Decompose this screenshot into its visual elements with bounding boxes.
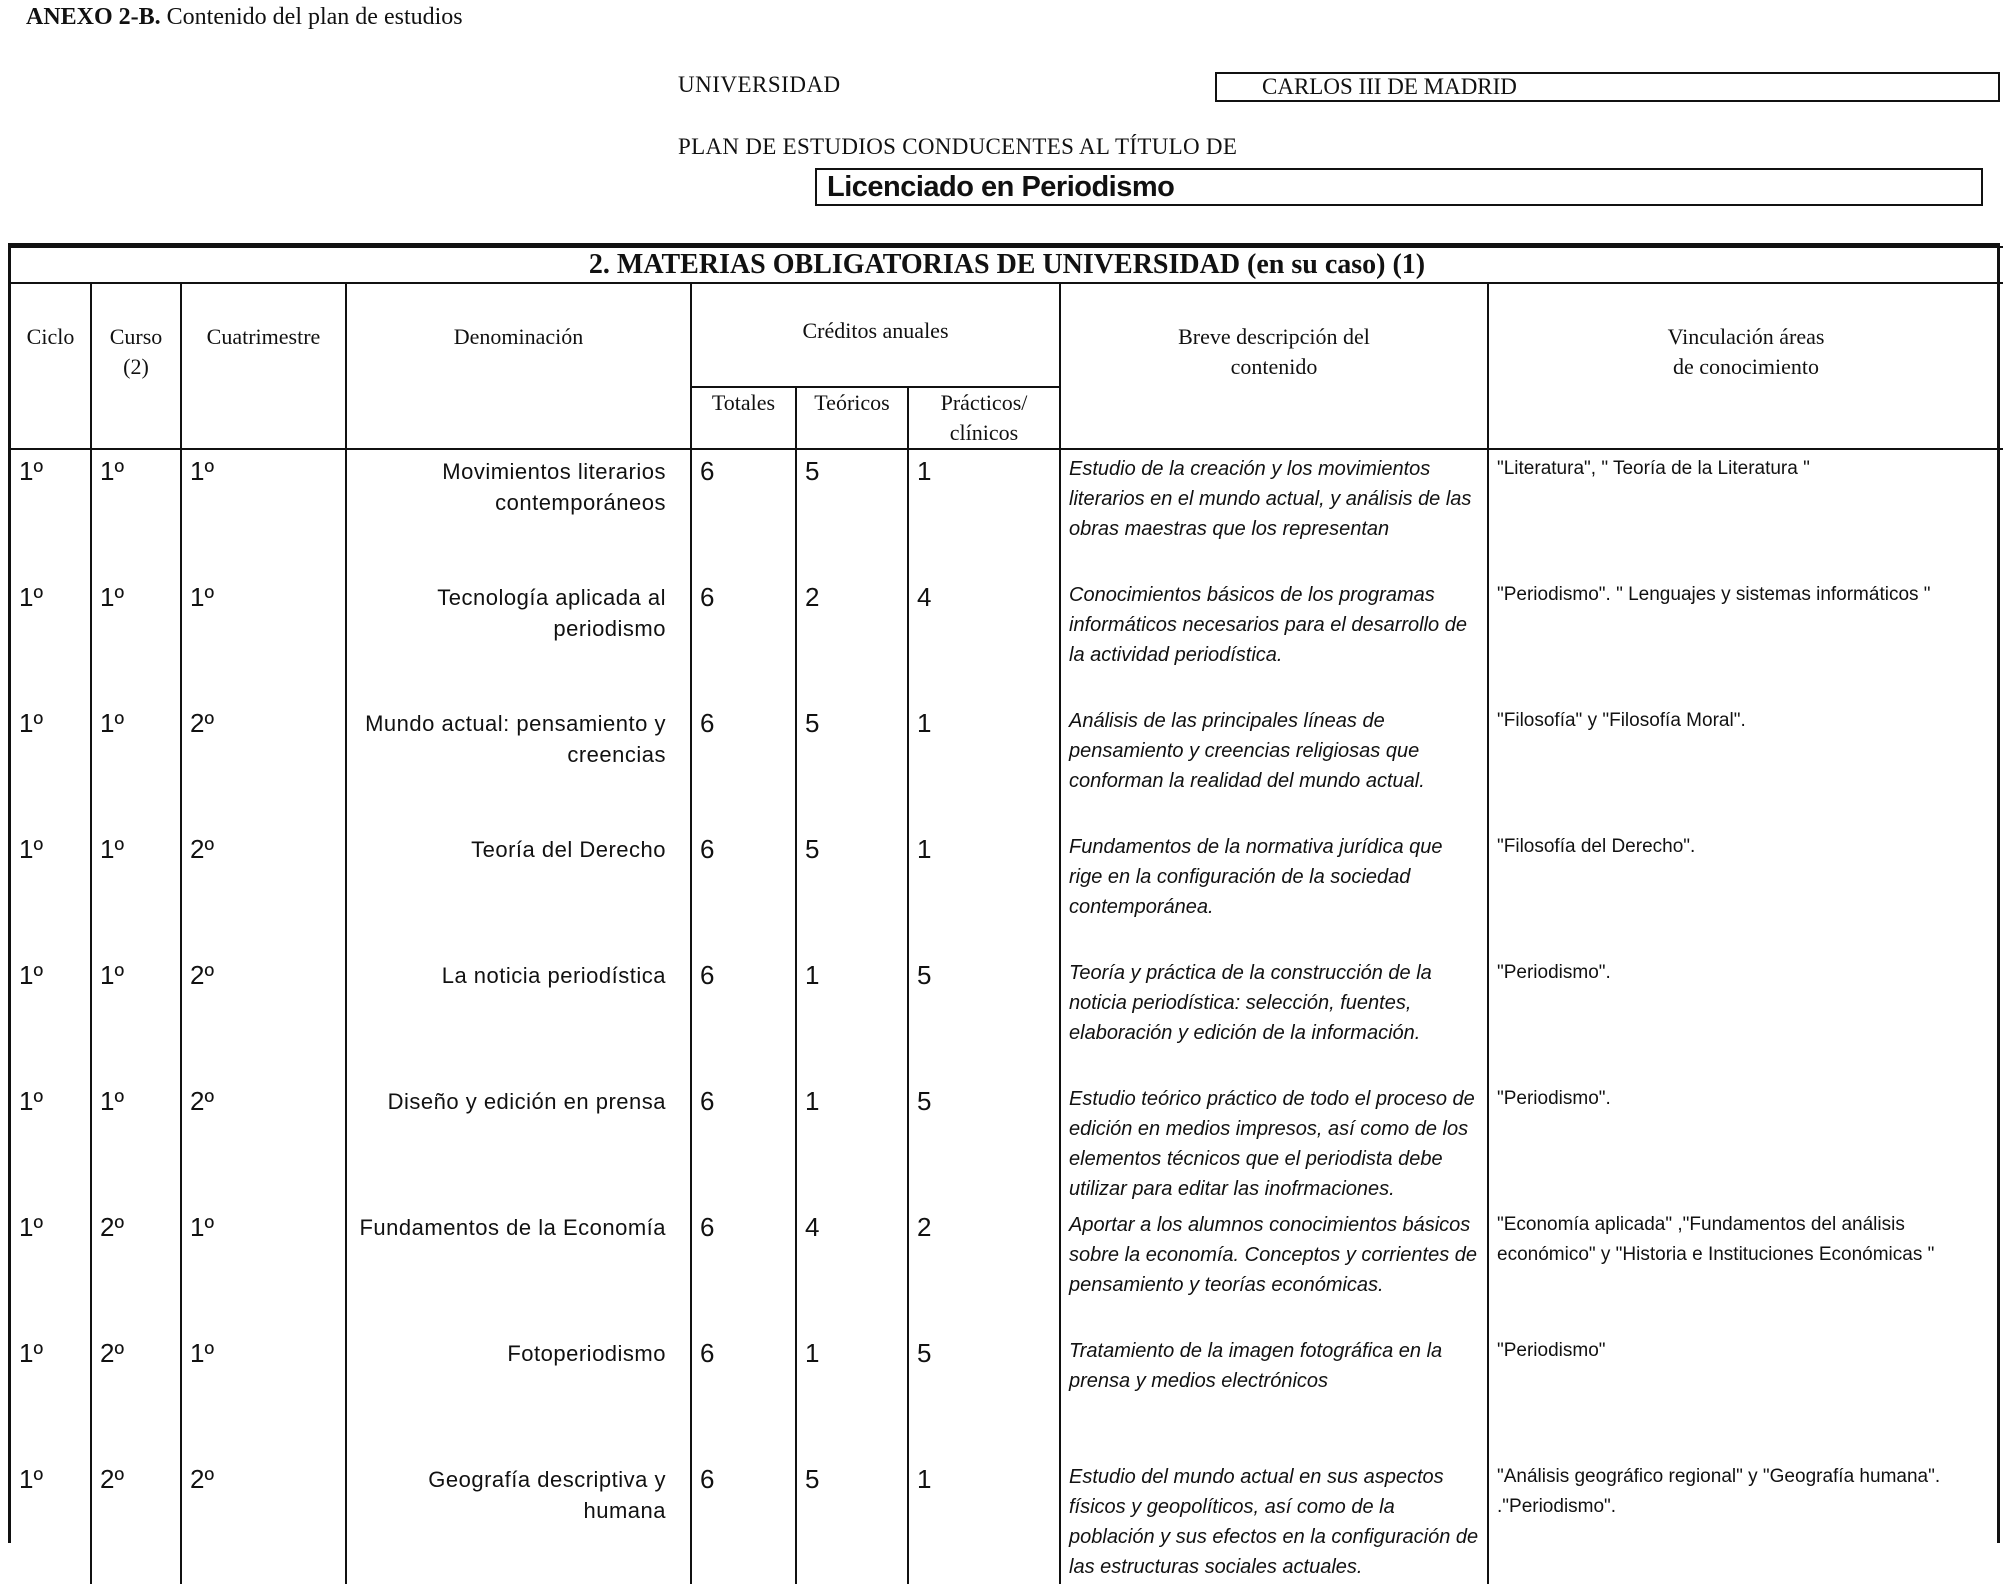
vinculacion-cell: "Filosofía" y "Filosofía Moral". — [1497, 710, 1746, 731]
teoricos-cell: 2 — [796, 576, 908, 702]
ciclo-cell: 1º — [11, 449, 91, 576]
header-teoricos: Teóricos — [796, 387, 908, 449]
teoricos-cell: 5 — [796, 702, 908, 828]
cuatrimestre-cell: 1º — [181, 449, 346, 576]
totales-cell: 6 — [691, 1206, 796, 1332]
practicos-cell: 5 — [908, 954, 1060, 1080]
practicos-cell: 1 — [908, 828, 1060, 954]
practicos-cell: 4 — [908, 576, 1060, 702]
table-row — [11, 702, 2003, 828]
table-row — [11, 954, 2003, 1080]
vinculacion-cell: "Periodismo" — [1497, 1340, 1606, 1361]
curso-cell: 2º — [91, 1206, 181, 1332]
header-curso-label: Curso — [109, 324, 163, 349]
teoricos-cell: 5 — [796, 1458, 908, 1584]
header-curso-note: (2) — [123, 354, 149, 379]
descripcion-cell: Estudio teórico práctico de todo el proceso de edición en medios impresos, así como de los elementos técnicos que el periodista debe utilizar para editar las inofrmaciones. — [1060, 1080, 1488, 1206]
header-ciclo: Ciclo — [11, 283, 91, 449]
totales-cell: 6 — [691, 576, 796, 702]
totales-cell: 6 — [691, 1458, 796, 1584]
totales-cell: 6 — [691, 449, 796, 576]
practicos-cell: 5 — [908, 1332, 1060, 1458]
vinculacion-cell: "Periodismo". — [1497, 1088, 1611, 1109]
header-descripcion — [1060, 283, 1488, 449]
curso-cell: 2º — [91, 1332, 181, 1458]
vinculacion-cell: "Periodismo". " Lenguajes y sistemas informáticos " — [1497, 584, 1931, 605]
annex-heading — [26, 4, 463, 31]
practicos-cell: 1 — [908, 1458, 1060, 1584]
totales-cell: 6 — [691, 702, 796, 828]
denominacion-cell: Teoría del Derecho — [346, 828, 691, 954]
curso-cell: 1º — [91, 449, 181, 576]
subjects-table — [8, 243, 2000, 1578]
plan-label: PLAN DE ESTUDIOS CONDUCENTES AL TÍTULO DE — [678, 134, 1238, 159]
ciclo-cell: 1º — [11, 1206, 91, 1332]
table-row — [11, 828, 2003, 954]
cuatrimestre-cell: 2º — [181, 954, 346, 1080]
ciclo-cell: 1º — [11, 1080, 91, 1206]
practicos-cell: 5 — [908, 1080, 1060, 1206]
denominacion-cell: Fotoperiodismo — [346, 1332, 691, 1458]
ciclo-cell: 1º — [11, 702, 91, 828]
denominacion-cell: Movimientos literarios contemporáneos — [346, 449, 691, 576]
practicos-cell: 1 — [908, 449, 1060, 576]
header-totales: Totales — [691, 387, 796, 449]
cuatrimestre-cell: 2º — [181, 1080, 346, 1206]
table-row — [11, 1080, 2003, 1206]
cuatrimestre-cell: 1º — [181, 1332, 346, 1458]
ciclo-cell: 1º — [11, 576, 91, 702]
header-vinculacion — [1488, 283, 2003, 449]
header-curso — [91, 283, 181, 449]
header-practicos-line2: clínicos — [949, 420, 1019, 445]
annex-text: Contenido del plan de estudios — [160, 4, 463, 30]
header-cuatrimestre: Cuatrimestre — [181, 283, 346, 449]
header-denominacion: Denominación — [346, 283, 691, 449]
totales-cell: 6 — [691, 828, 796, 954]
table-row — [11, 1458, 2003, 1584]
teoricos-cell: 5 — [796, 449, 908, 576]
denominacion-cell: Mundo actual: pensamiento y creencias — [346, 702, 691, 828]
university-value: CARLOS III DE MADRID — [1215, 72, 2000, 102]
header-practicos-line1: Prácticos/ — [940, 390, 1028, 415]
ciclo-cell: 1º — [11, 954, 91, 1080]
cuatrimestre-cell: 1º — [181, 1206, 346, 1332]
descripcion-cell: Tratamiento de la imagen fotográfica en la prensa y medios electrónicos — [1060, 1332, 1488, 1458]
ciclo-cell: 1º — [11, 1332, 91, 1458]
cuatrimestre-cell: 2º — [181, 828, 346, 954]
vinculacion-cell: "Periodismo". — [1497, 962, 1611, 983]
curso-cell: 2º — [91, 1458, 181, 1584]
header-vinculacion-line1: Vinculación áreas — [1667, 324, 1825, 349]
table-row — [11, 1332, 2003, 1458]
vinculacion-cell: "Literatura", " Teoría de la Literatura " — [1497, 458, 1810, 479]
teoricos-cell: 5 — [796, 828, 908, 954]
teoricos-cell: 1 — [796, 954, 908, 1080]
totales-cell: 6 — [691, 1080, 796, 1206]
denominacion-cell: La noticia periodística — [346, 954, 691, 1080]
vinculacion-cell: "Filosofía del Derecho". — [1497, 836, 1696, 857]
header-vinculacion-line2: de conocimiento — [1673, 354, 1820, 379]
vinculacion-cell: "Economía aplicada" ,"Fundamentos del análisis económico" y "Historia e Instituciones Económicas " — [1497, 1214, 1935, 1265]
curso-cell: 1º — [91, 954, 181, 1080]
totales-cell: 6 — [691, 1332, 796, 1458]
table-row — [11, 1206, 2003, 1332]
denominacion-cell: Diseño y edición en prensa — [346, 1080, 691, 1206]
header-descripcion-line1: Breve descripción del — [1178, 324, 1370, 349]
ciclo-cell: 1º — [11, 1458, 91, 1584]
university-label: UNIVERSIDAD — [678, 72, 841, 97]
practicos-cell: 2 — [908, 1206, 1060, 1332]
descripcion-cell: Análisis de las principales líneas de pensamiento y creencias religiosas que conforman la realidad del mundo actual. — [1060, 702, 1488, 828]
totales-cell: 6 — [691, 954, 796, 1080]
curso-cell: 1º — [91, 1080, 181, 1206]
header-creditos: Créditos anuales — [691, 283, 1060, 387]
degree-title: Licenciado en Periodismo — [815, 168, 1983, 206]
curso-cell: 1º — [91, 828, 181, 954]
table-caption: 2. MATERIAS OBLIGATORIAS DE UNIVERSIDAD (en su caso) (1) — [11, 247, 2003, 283]
cuatrimestre-cell: 2º — [181, 1458, 346, 1584]
practicos-cell: 1 — [908, 702, 1060, 828]
denominacion-cell: Geografía descriptiva y humana — [346, 1458, 691, 1584]
vinculacion-cell: "Análisis geográfico regional" y "Geografía humana". ."Periodismo". — [1497, 1466, 1941, 1517]
denominacion-cell: Fundamentos de la Economía — [346, 1206, 691, 1332]
ciclo-cell: 1º — [11, 828, 91, 954]
annex-label: ANEXO 2-B. — [26, 4, 161, 30]
cuatrimestre-cell: 1º — [181, 576, 346, 702]
table-row — [11, 449, 2003, 576]
teoricos-cell: 1 — [796, 1332, 908, 1458]
denominacion-cell: Tecnología aplicada al periodismo — [346, 576, 691, 702]
descripcion-cell: Conocimientos básicos de los programas informáticos necesarios para el desarrollo de la actividad periodística. — [1060, 576, 1488, 702]
descripcion-cell: Estudio de la creación y los movimientos literarios en el mundo actual, y análisis de las obras maestras que los representan — [1060, 449, 1488, 576]
descripcion-cell: Estudio del mundo actual en sus aspectos físicos y geopolíticos, así como de la población y sus efectos en la configuración de las estructuras sociales actuales. — [1060, 1458, 1488, 1584]
curso-cell: 1º — [91, 702, 181, 828]
curso-cell: 1º — [91, 576, 181, 702]
cuatrimestre-cell: 2º — [181, 702, 346, 828]
descripcion-cell: Teoría y práctica de la construcción de la noticia periodística: selección, fuentes, elaboración y edición de la información. — [1060, 954, 1488, 1080]
teoricos-cell: 1 — [796, 1080, 908, 1206]
header-descripcion-line2: contenido — [1230, 354, 1318, 379]
teoricos-cell: 4 — [796, 1206, 908, 1332]
table-row — [11, 576, 2003, 702]
header-practicos — [908, 387, 1060, 449]
descripcion-cell: Fundamentos de la normativa jurídica que rige en la configuración de la sociedad contemporánea. — [1060, 828, 1488, 954]
descripcion-cell: Aportar a los alumnos conocimientos básicos sobre la economía. Conceptos y corrientes de pensamiento y teorías económicas. — [1060, 1206, 1488, 1332]
